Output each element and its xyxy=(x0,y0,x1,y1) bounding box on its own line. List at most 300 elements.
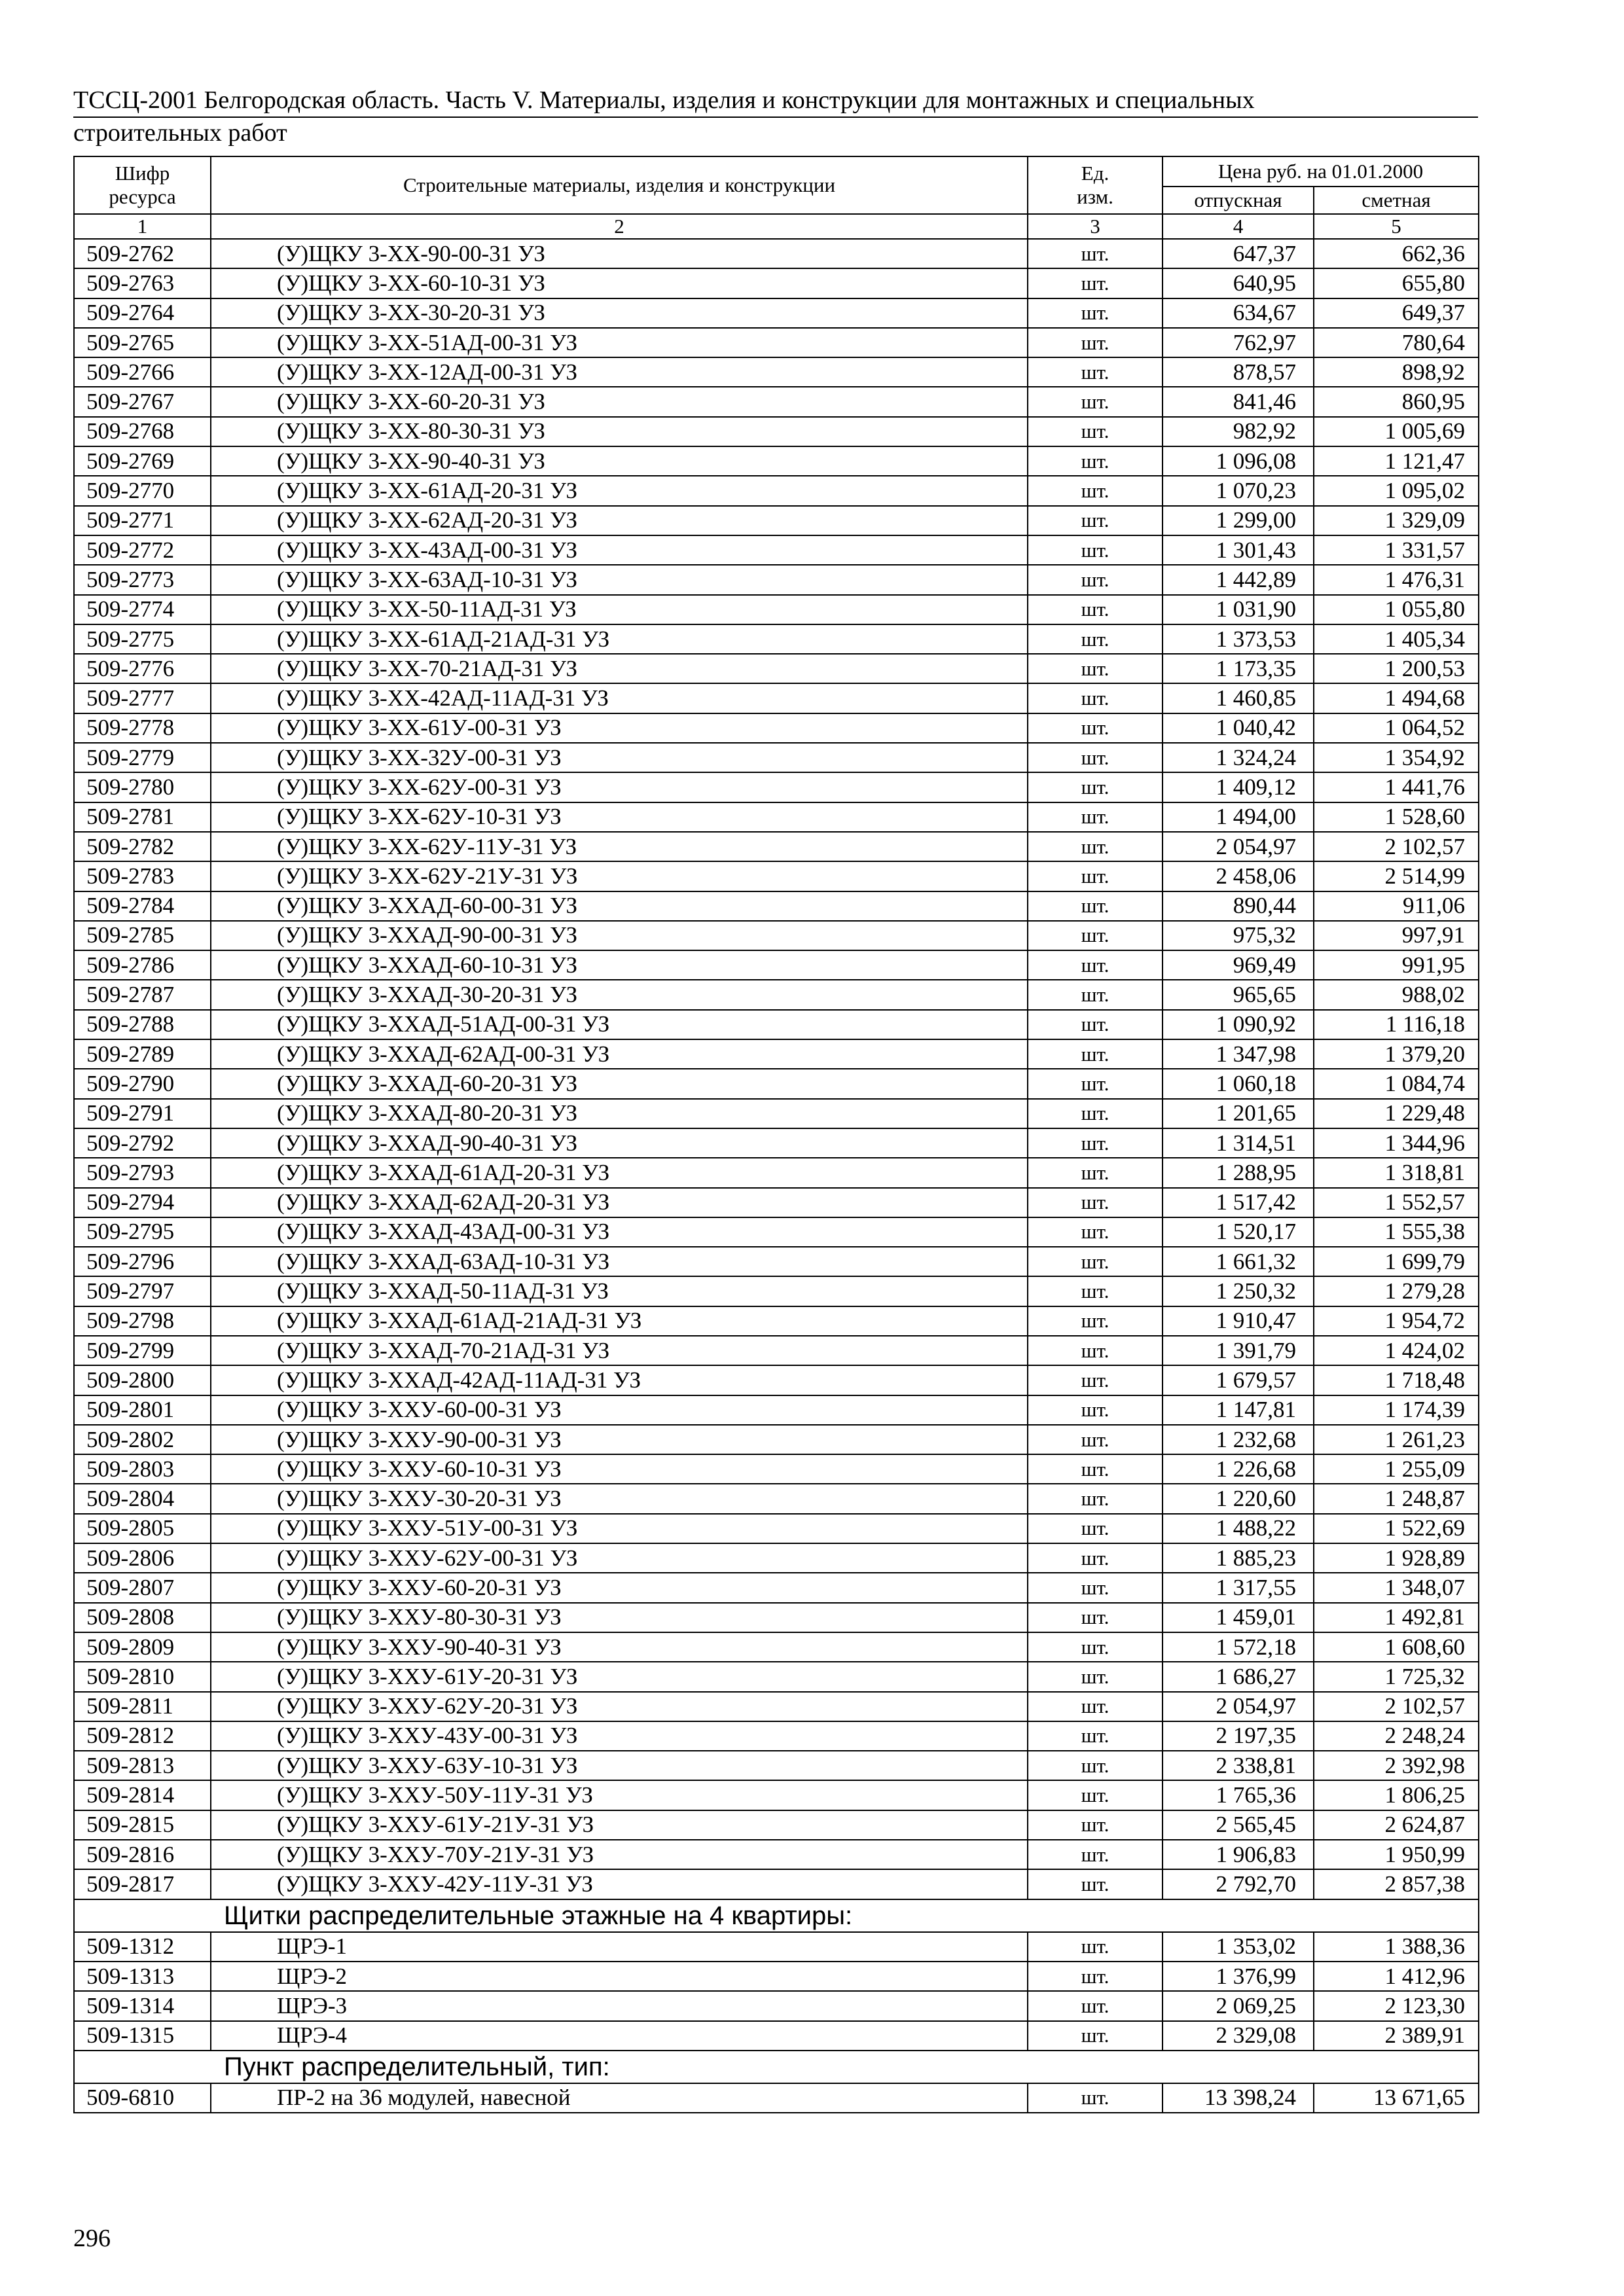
cell-release-price: 2 792,70 xyxy=(1163,1869,1314,1899)
cell-name: (У)ЩКУ 3-ХХ-62АД-20-31 УЗ xyxy=(211,506,1028,535)
cell-estimate-price: 1 528,60 xyxy=(1314,802,1479,832)
cell-name: (У)ЩКУ 3-ХХ-90-40-31 УЗ xyxy=(211,446,1028,476)
cell-code: 509-2800 xyxy=(74,1365,211,1395)
cell-unit: шт. xyxy=(1028,1395,1163,1425)
cell-code: 509-2785 xyxy=(74,921,211,950)
cell-code: 509-2798 xyxy=(74,1306,211,1336)
table-row xyxy=(74,1810,1479,1840)
table-row xyxy=(74,1365,1479,1395)
cell-name: (У)ЩКУ 3-ХХАД-43АД-00-31 УЗ xyxy=(211,1217,1028,1247)
cell-unit: шт. xyxy=(1028,417,1163,446)
cell-release-price: 1 299,00 xyxy=(1163,506,1314,535)
cell-release-price: 2 565,45 xyxy=(1163,1810,1314,1840)
table-row xyxy=(74,1039,1479,1069)
cell-estimate-price: 2 123,30 xyxy=(1314,1991,1479,2020)
cell-unit: шт. xyxy=(1028,1365,1163,1395)
cell-estimate-price: 997,91 xyxy=(1314,921,1479,950)
cell-unit: шт. xyxy=(1028,743,1163,772)
cell-unit: шт. xyxy=(1028,802,1163,832)
table-row xyxy=(74,565,1479,594)
cell-name: (У)ЩКУ 3-ХХУ-51У-00-31 УЗ xyxy=(211,1514,1028,1543)
col-price-header: Цена руб. на 01.01.2000 xyxy=(1163,156,1479,187)
cell-estimate-price: 1 318,81 xyxy=(1314,1158,1479,1187)
cell-estimate-price: 1 725,32 xyxy=(1314,1662,1479,1691)
cell-name: (У)ЩКУ 3-ХХАД-61АД-21АД-31 УЗ xyxy=(211,1306,1028,1336)
cell-name: (У)ЩКУ 3-ХХУ-60-00-31 УЗ xyxy=(211,1395,1028,1425)
table-row xyxy=(74,298,1479,328)
table-row xyxy=(74,921,1479,950)
col-number: 2 xyxy=(211,214,1028,239)
cell-unit: шт. xyxy=(1028,2021,1163,2051)
cell-estimate-price: 1 928,89 xyxy=(1314,1543,1479,1573)
cell-unit: шт. xyxy=(1028,1217,1163,1247)
cell-unit: шт. xyxy=(1028,861,1163,891)
table-row xyxy=(74,950,1479,980)
cell-release-price: 1 226,68 xyxy=(1163,1454,1314,1484)
cell-unit: шт. xyxy=(1028,1276,1163,1306)
cell-code: 509-1315 xyxy=(74,2021,211,2051)
cell-code: 509-2778 xyxy=(74,713,211,743)
cell-name: (У)ЩКУ 3-ХХ-61АД-20-31 УЗ xyxy=(211,476,1028,505)
cell-code: 509-2805 xyxy=(74,1514,211,1543)
table-row xyxy=(74,1454,1479,1484)
cell-code: 509-1313 xyxy=(74,1962,211,1991)
cell-unit: шт. xyxy=(1028,565,1163,594)
cell-name: ЩРЭ-2 xyxy=(211,1962,1028,1991)
cell-release-price: 2 054,97 xyxy=(1163,832,1314,861)
cell-estimate-price: 1 806,25 xyxy=(1314,1780,1479,1810)
cell-estimate-price: 1 095,02 xyxy=(1314,476,1479,505)
cell-code: 509-2791 xyxy=(74,1099,211,1128)
cell-code: 509-2803 xyxy=(74,1454,211,1484)
table-row xyxy=(74,1069,1479,1098)
cell-code: 509-2797 xyxy=(74,1276,211,1306)
cell-name: ЩРЭ-3 xyxy=(211,1991,1028,2020)
cell-name: (У)ЩКУ 3-ХХУ-70У-21У-31 УЗ xyxy=(211,1840,1028,1869)
cell-release-price: 965,65 xyxy=(1163,980,1314,1009)
cell-estimate-price: 1 348,07 xyxy=(1314,1573,1479,1602)
cell-name: (У)ЩКУ 3-ХХ-80-30-31 УЗ xyxy=(211,417,1028,446)
cell-code: 509-2777 xyxy=(74,683,211,713)
cell-unit: шт. xyxy=(1028,1603,1163,1632)
cell-unit: шт. xyxy=(1028,476,1163,505)
cell-name: (У)ЩКУ 3-ХХ-42АД-11АД-31 УЗ xyxy=(211,683,1028,713)
cell-release-price: 1 288,95 xyxy=(1163,1158,1314,1187)
cell-name: (У)ЩКУ 3-ХХУ-43У-00-31 УЗ xyxy=(211,1721,1028,1751)
cell-estimate-price: 655,80 xyxy=(1314,268,1479,298)
cell-estimate-price: 662,36 xyxy=(1314,239,1479,268)
cell-release-price: 1 201,65 xyxy=(1163,1099,1314,1128)
table-row xyxy=(74,417,1479,446)
table-row xyxy=(74,535,1479,565)
cell-name: (У)ЩКУ 3-ХХАД-60-00-31 УЗ xyxy=(211,891,1028,921)
cell-estimate-price: 1 279,28 xyxy=(1314,1276,1479,1306)
table-header xyxy=(74,156,1479,239)
cell-estimate-price: 1 379,20 xyxy=(1314,1039,1479,1069)
table-row xyxy=(74,1158,1479,1187)
cell-code: 509-2767 xyxy=(74,387,211,416)
col-number: 5 xyxy=(1314,214,1479,239)
cell-unit: шт. xyxy=(1028,535,1163,565)
cell-release-price: 2 458,06 xyxy=(1163,861,1314,891)
cell-estimate-price: 1 344,96 xyxy=(1314,1128,1479,1158)
cell-release-price: 1 040,42 xyxy=(1163,713,1314,743)
cell-code: 509-2795 xyxy=(74,1217,211,1247)
cell-name: (У)ЩКУ 3-ХХАД-60-20-31 УЗ xyxy=(211,1069,1028,1098)
cell-code: 509-2762 xyxy=(74,239,211,268)
cell-name: (У)ЩКУ 3-ХХ-62У-00-31 УЗ xyxy=(211,772,1028,802)
cell-estimate-price: 1 699,79 xyxy=(1314,1247,1479,1276)
cell-unit: шт. xyxy=(1028,683,1163,713)
cell-unit: шт. xyxy=(1028,1840,1163,1869)
cell-name: (У)ЩКУ 3-ХХУ-50У-11У-31 УЗ xyxy=(211,1780,1028,1810)
cell-estimate-price: 13 671,65 xyxy=(1314,2083,1479,2113)
cell-estimate-price: 2 102,57 xyxy=(1314,1692,1479,1721)
cell-estimate-price: 2 514,99 xyxy=(1314,861,1479,891)
cell-estimate-price: 1 261,23 xyxy=(1314,1425,1479,1454)
cell-code: 509-2781 xyxy=(74,802,211,832)
cell-release-price: 2 069,25 xyxy=(1163,1991,1314,2020)
section-title-row xyxy=(74,2051,1479,2083)
table-row xyxy=(74,1010,1479,1039)
cell-code: 509-2765 xyxy=(74,328,211,357)
cell-unit: шт. xyxy=(1028,772,1163,802)
cell-unit: шт. xyxy=(1028,950,1163,980)
cell-name: (У)ЩКУ 3-ХХАД-42АД-11АД-31 УЗ xyxy=(211,1365,1028,1395)
cell-release-price: 1 679,57 xyxy=(1163,1365,1314,1395)
cell-estimate-price: 1 494,68 xyxy=(1314,683,1479,713)
table-row xyxy=(74,239,1479,268)
table-row xyxy=(74,1514,1479,1543)
cell-code: 509-2774 xyxy=(74,595,211,624)
col-number: 4 xyxy=(1163,214,1314,239)
cell-estimate-price: 988,02 xyxy=(1314,980,1479,1009)
cell-release-price: 1 031,90 xyxy=(1163,595,1314,624)
cell-unit: шт. xyxy=(1028,506,1163,535)
cell-name: ЩРЭ-4 xyxy=(211,2021,1028,2051)
cell-code: 509-2772 xyxy=(74,535,211,565)
cell-name: ПР-2 на 36 модулей, навесной xyxy=(211,2083,1028,2113)
cell-unit: шт. xyxy=(1028,1039,1163,1069)
cell-name: (У)ЩКУ 3-ХХУ-30-20-31 УЗ xyxy=(211,1484,1028,1513)
cell-name: (У)ЩКУ 3-ХХ-60-10-31 УЗ xyxy=(211,268,1028,298)
cell-unit: шт. xyxy=(1028,980,1163,1009)
cell-code: 509-2794 xyxy=(74,1188,211,1217)
cell-estimate-price: 2 102,57 xyxy=(1314,832,1479,861)
table-row xyxy=(74,1306,1479,1336)
cell-code: 509-2806 xyxy=(74,1543,211,1573)
cell-name: (У)ЩКУ 3-ХХ-90-00-31 УЗ xyxy=(211,239,1028,268)
cell-name: (У)ЩКУ 3-ХХ-70-21АД-31 УЗ xyxy=(211,654,1028,683)
cell-unit: шт. xyxy=(1028,1751,1163,1780)
cell-estimate-price: 2 248,24 xyxy=(1314,1721,1479,1751)
cell-name: (У)ЩКУ 3-ХХУ-60-20-31 УЗ xyxy=(211,1573,1028,1602)
table-row xyxy=(74,1662,1479,1691)
cell-estimate-price: 1 354,92 xyxy=(1314,743,1479,772)
cell-estimate-price: 1 248,87 xyxy=(1314,1484,1479,1513)
cell-unit: шт. xyxy=(1028,1543,1163,1573)
running-header xyxy=(73,84,1478,148)
cell-release-price: 1 232,68 xyxy=(1163,1425,1314,1454)
cell-code: 509-2771 xyxy=(74,506,211,535)
cell-release-price: 1 765,36 xyxy=(1163,1780,1314,1810)
cell-release-price: 1 517,42 xyxy=(1163,1188,1314,1217)
cell-estimate-price: 1 329,09 xyxy=(1314,506,1479,535)
cell-code: 509-2808 xyxy=(74,1603,211,1632)
table-row xyxy=(74,1573,1479,1602)
cell-release-price: 1 885,23 xyxy=(1163,1543,1314,1573)
cell-estimate-price: 2 389,91 xyxy=(1314,2021,1479,2051)
cell-release-price: 1 572,18 xyxy=(1163,1632,1314,1662)
cell-code: 509-2813 xyxy=(74,1751,211,1780)
col-number: 1 xyxy=(74,214,211,239)
cell-estimate-price: 2 624,87 xyxy=(1314,1810,1479,1840)
cell-unit: шт. xyxy=(1028,1128,1163,1158)
cell-release-price: 1 090,92 xyxy=(1163,1010,1314,1039)
cell-release-price: 1 520,17 xyxy=(1163,1217,1314,1247)
cell-release-price: 634,67 xyxy=(1163,298,1314,328)
cell-release-price: 1 488,22 xyxy=(1163,1514,1314,1543)
cell-code: 509-2792 xyxy=(74,1128,211,1158)
cell-code: 509-2766 xyxy=(74,357,211,387)
cell-release-price: 1 324,24 xyxy=(1163,743,1314,772)
cell-name: (У)ЩКУ 3-ХХ-50-11АД-31 УЗ xyxy=(211,595,1028,624)
cell-code: 509-2784 xyxy=(74,891,211,921)
cell-release-price: 1 317,55 xyxy=(1163,1573,1314,1602)
table-row xyxy=(74,683,1479,713)
cell-unit: шт. xyxy=(1028,921,1163,950)
cell-name: (У)ЩКУ 3-ХХУ-63У-10-31 УЗ xyxy=(211,1751,1028,1780)
price-table xyxy=(73,156,1479,2113)
cell-estimate-price: 1 954,72 xyxy=(1314,1306,1479,1336)
cell-estimate-price: 1 608,60 xyxy=(1314,1632,1479,1662)
cell-name: (У)ЩКУ 3-ХХ-63АД-10-31 УЗ xyxy=(211,565,1028,594)
cell-name: (У)ЩКУ 3-ХХ-30-20-31 УЗ xyxy=(211,298,1028,328)
cell-name: (У)ЩКУ 3-ХХ-43АД-00-31 УЗ xyxy=(211,535,1028,565)
table-row xyxy=(74,2021,1479,2051)
header-title-line-1: ТССЦ-2001 Белгородская область. Часть V. Материалы, изделия и конструкции для монтажных и специальных xyxy=(73,84,1478,118)
cell-estimate-price: 2 857,38 xyxy=(1314,1869,1479,1899)
table-row xyxy=(74,446,1479,476)
cell-code: 509-2814 xyxy=(74,1780,211,1810)
cell-estimate-price: 1 084,74 xyxy=(1314,1069,1479,1098)
cell-code: 509-2816 xyxy=(74,1840,211,1869)
cell-release-price: 647,37 xyxy=(1163,239,1314,268)
cell-code: 509-6810 xyxy=(74,2083,211,2113)
cell-release-price: 2 338,81 xyxy=(1163,1751,1314,1780)
cell-release-price: 1 686,27 xyxy=(1163,1662,1314,1691)
cell-estimate-price: 780,64 xyxy=(1314,328,1479,357)
table-row xyxy=(74,1395,1479,1425)
cell-release-price: 1 442,89 xyxy=(1163,565,1314,594)
cell-name: (У)ЩКУ 3-ХХАД-70-21АД-31 УЗ xyxy=(211,1336,1028,1365)
cell-release-price: 1 147,81 xyxy=(1163,1395,1314,1425)
cell-unit: шт. xyxy=(1028,713,1163,743)
cell-code: 509-2769 xyxy=(74,446,211,476)
cell-estimate-price: 1 055,80 xyxy=(1314,595,1479,624)
cell-name: (У)ЩКУ 3-ХХАД-60-10-31 УЗ xyxy=(211,950,1028,980)
cell-code: 509-2764 xyxy=(74,298,211,328)
cell-release-price: 762,97 xyxy=(1163,328,1314,357)
cell-release-price: 1 173,35 xyxy=(1163,654,1314,683)
col-number: 3 xyxy=(1028,214,1163,239)
cell-estimate-price: 911,06 xyxy=(1314,891,1479,921)
table-row xyxy=(74,1751,1479,1780)
cell-unit: шт. xyxy=(1028,1632,1163,1662)
table-row xyxy=(74,328,1479,357)
cell-unit: шт. xyxy=(1028,1932,1163,1962)
cell-estimate-price: 1 121,47 xyxy=(1314,446,1479,476)
page-number: 296 xyxy=(73,2225,111,2252)
col-unit-header: Ед. изм. xyxy=(1028,156,1163,214)
cell-unit: шт. xyxy=(1028,268,1163,298)
cell-release-price: 1 376,99 xyxy=(1163,1962,1314,1991)
cell-name: (У)ЩКУ 3-ХХАД-62АД-00-31 УЗ xyxy=(211,1039,1028,1069)
cell-release-price: 878,57 xyxy=(1163,357,1314,387)
table-row xyxy=(74,357,1479,387)
cell-release-price: 1 250,32 xyxy=(1163,1276,1314,1306)
cell-unit: шт. xyxy=(1028,891,1163,921)
cell-code: 509-2782 xyxy=(74,832,211,861)
cell-unit: шт. xyxy=(1028,357,1163,387)
cell-release-price: 1 910,47 xyxy=(1163,1306,1314,1336)
cell-code: 509-2799 xyxy=(74,1336,211,1365)
cell-name: (У)ЩКУ 3-ХХ-12АД-00-31 УЗ xyxy=(211,357,1028,387)
cell-estimate-price: 1 388,36 xyxy=(1314,1932,1479,1962)
cell-estimate-price: 1 552,57 xyxy=(1314,1188,1479,1217)
cell-code: 509-2801 xyxy=(74,1395,211,1425)
cell-release-price: 841,46 xyxy=(1163,387,1314,416)
table-row xyxy=(74,268,1479,298)
cell-name: (У)ЩКУ 3-ХХУ-62У-00-31 УЗ xyxy=(211,1543,1028,1573)
table-row xyxy=(74,1962,1479,1991)
cell-release-price: 1 096,08 xyxy=(1163,446,1314,476)
cell-estimate-price: 1 522,69 xyxy=(1314,1514,1479,1543)
cell-release-price: 982,92 xyxy=(1163,417,1314,446)
cell-name: (У)ЩКУ 3-ХХ-62У-10-31 УЗ xyxy=(211,802,1028,832)
col-code-header: Шифр ресурса xyxy=(74,156,211,214)
table-row xyxy=(74,1425,1479,1454)
cell-unit: шт. xyxy=(1028,1514,1163,1543)
table-row xyxy=(74,1991,1479,2020)
cell-estimate-price: 1 005,69 xyxy=(1314,417,1479,446)
cell-estimate-price: 1 950,99 xyxy=(1314,1840,1479,1869)
cell-estimate-price: 1 174,39 xyxy=(1314,1395,1479,1425)
cell-estimate-price: 1 424,02 xyxy=(1314,1336,1479,1365)
cell-unit: шт. xyxy=(1028,239,1163,268)
cell-release-price: 640,95 xyxy=(1163,268,1314,298)
cell-name: (У)ЩКУ 3-ХХУ-42У-11У-31 УЗ xyxy=(211,1869,1028,1899)
table-row xyxy=(74,1603,1479,1632)
table-row xyxy=(74,1276,1479,1306)
cell-code: 509-1314 xyxy=(74,1991,211,2020)
cell-unit: шт. xyxy=(1028,654,1163,683)
table-row xyxy=(74,1484,1479,1513)
cell-code: 509-2793 xyxy=(74,1158,211,1187)
cell-unit: шт. xyxy=(1028,595,1163,624)
cell-code: 509-2768 xyxy=(74,417,211,446)
cell-code: 509-2788 xyxy=(74,1010,211,1039)
cell-unit: шт. xyxy=(1028,1425,1163,1454)
cell-name: (У)ЩКУ 3-ХХ-60-20-31 УЗ xyxy=(211,387,1028,416)
cell-estimate-price: 1 555,38 xyxy=(1314,1217,1479,1247)
cell-name: (У)ЩКУ 3-ХХУ-60-10-31 УЗ xyxy=(211,1454,1028,1484)
cell-estimate-price: 1 476,31 xyxy=(1314,565,1479,594)
cell-release-price: 2 329,08 xyxy=(1163,2021,1314,2051)
cell-code: 509-2763 xyxy=(74,268,211,298)
cell-unit: шт. xyxy=(1028,298,1163,328)
cell-estimate-price: 1 405,34 xyxy=(1314,624,1479,654)
cell-code: 509-2780 xyxy=(74,772,211,802)
cell-release-price: 1 314,51 xyxy=(1163,1128,1314,1158)
section-title-row xyxy=(74,1899,1479,1932)
cell-release-price: 1 906,83 xyxy=(1163,1840,1314,1869)
cell-release-price: 13 398,24 xyxy=(1163,2083,1314,2113)
cell-name: (У)ЩКУ 3-ХХ-62У-11У-31 УЗ xyxy=(211,832,1028,861)
cell-release-price: 1 460,85 xyxy=(1163,683,1314,713)
col-estimate-header: сметная xyxy=(1314,187,1479,214)
table-row xyxy=(74,1780,1479,1810)
table-row xyxy=(74,387,1479,416)
table-row xyxy=(74,654,1479,683)
cell-code: 509-2817 xyxy=(74,1869,211,1899)
cell-code: 509-2796 xyxy=(74,1247,211,1276)
cell-name: (У)ЩКУ 3-ХХ-51АД-00-31 УЗ xyxy=(211,328,1028,357)
cell-estimate-price: 1 200,53 xyxy=(1314,654,1479,683)
cell-unit: шт. xyxy=(1028,446,1163,476)
cell-name: (У)ЩКУ 3-ХХАД-50-11АД-31 УЗ xyxy=(211,1276,1028,1306)
table-row xyxy=(74,476,1479,505)
table-row xyxy=(74,1336,1479,1365)
col-name-header: Строительные материалы, изделия и конструкции xyxy=(211,156,1028,214)
table-row xyxy=(74,1188,1479,1217)
cell-code: 509-2786 xyxy=(74,950,211,980)
cell-name: (У)ЩКУ 3-ХХ-61У-00-31 УЗ xyxy=(211,713,1028,743)
table-row xyxy=(74,624,1479,654)
cell-code: 509-2790 xyxy=(74,1069,211,1098)
header-title-line-2: строительных работ xyxy=(73,119,287,147)
cell-release-price: 1 494,00 xyxy=(1163,802,1314,832)
cell-estimate-price: 1 116,18 xyxy=(1314,1010,1479,1039)
cell-release-price: 1 301,43 xyxy=(1163,535,1314,565)
cell-release-price: 1 661,32 xyxy=(1163,1247,1314,1276)
cell-release-price: 1 459,01 xyxy=(1163,1603,1314,1632)
cell-name: (У)ЩКУ 3-ХХУ-90-00-31 УЗ xyxy=(211,1425,1028,1454)
cell-code: 509-2809 xyxy=(74,1632,211,1662)
cell-unit: шт. xyxy=(1028,624,1163,654)
cell-estimate-price: 1 229,48 xyxy=(1314,1099,1479,1128)
table-row xyxy=(74,802,1479,832)
table-row xyxy=(74,1632,1479,1662)
cell-release-price: 1 070,23 xyxy=(1163,476,1314,505)
cell-unit: шт. xyxy=(1028,1721,1163,1751)
cell-name: (У)ЩКУ 3-ХХУ-62У-20-31 УЗ xyxy=(211,1692,1028,1721)
table-row xyxy=(74,980,1479,1009)
table-row xyxy=(74,743,1479,772)
cell-estimate-price: 991,95 xyxy=(1314,950,1479,980)
cell-estimate-price: 1 412,96 xyxy=(1314,1962,1479,1991)
cell-unit: шт. xyxy=(1028,1991,1163,2020)
table-row xyxy=(74,1840,1479,1869)
cell-unit: шт. xyxy=(1028,1454,1163,1484)
cell-code: 509-2804 xyxy=(74,1484,211,1513)
cell-estimate-price: 898,92 xyxy=(1314,357,1479,387)
cell-code: 509-2810 xyxy=(74,1662,211,1691)
cell-name: (У)ЩКУ 3-ХХУ-90-40-31 УЗ xyxy=(211,1632,1028,1662)
cell-code: 509-2770 xyxy=(74,476,211,505)
cell-name: (У)ЩКУ 3-ХХУ-80-30-31 УЗ xyxy=(211,1603,1028,1632)
cell-name: (У)ЩКУ 3-ХХУ-61У-21У-31 УЗ xyxy=(211,1810,1028,1840)
